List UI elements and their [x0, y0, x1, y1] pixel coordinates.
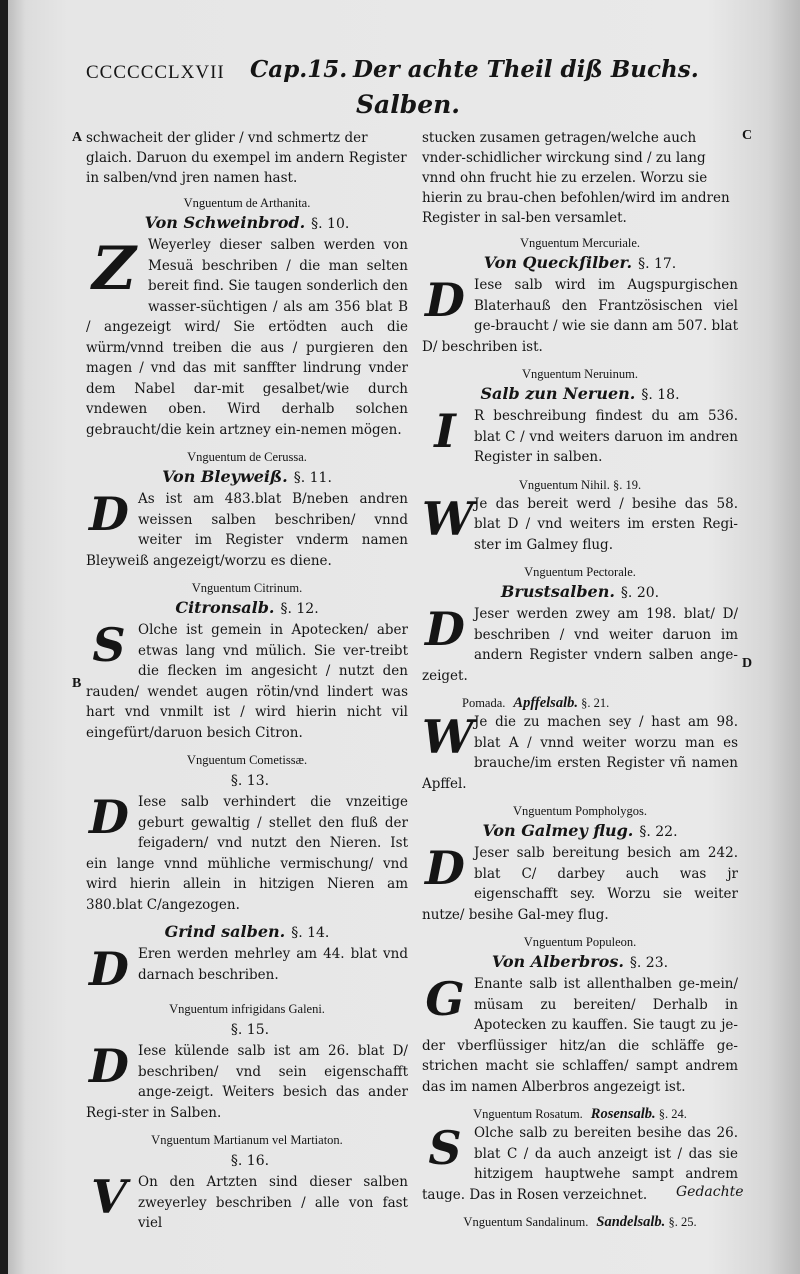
heading-text: Brustsalben.: [500, 582, 615, 601]
initial-letter: D: [425, 602, 465, 656]
entry-13: [86, 749, 408, 915]
entry-heading: [422, 951, 738, 974]
latin-title: Vnguentum Mercuriale.: [519, 236, 641, 250]
paragraph-number: §. 11.: [293, 470, 332, 486]
entry-heading: [86, 212, 408, 235]
paragraph-number: §. 10.: [311, 216, 350, 232]
entry-heading: [422, 383, 738, 406]
initial-letter: D: [89, 942, 129, 992]
entry-21: [422, 692, 738, 794]
initial-letter: S: [92, 618, 126, 672]
heading-text: Rosensalb.: [590, 1106, 656, 1122]
initial-letter: D: [425, 273, 465, 327]
latin-title: Vnguentum Pectorale.: [524, 565, 636, 579]
paragraph-number: §. 20.: [620, 585, 660, 601]
entry-12: [86, 577, 408, 743]
entry-heading: [86, 1149, 408, 1172]
entry-text: Olche ist gemein in Apotecken/ aber etwas lang vnd mülich. Sie ver-treibt die flecken im angesicht / nutzt den rauden/ wendet augen rötin/vnd lindert was hart vnd vnmilt ist / wird hierin nicht vil eingefürt/daruon besich Citron.: [86, 622, 408, 741]
right-column: [422, 128, 738, 1237]
latin-title: [422, 1213, 738, 1231]
initial-letter: D: [425, 841, 465, 895]
initial-letter: S: [428, 1121, 462, 1175]
latin-title: Vnguentum Cometissæ.: [186, 753, 308, 767]
paragraph-number: §. 19.: [612, 477, 642, 492]
initial-letter: D: [89, 487, 129, 541]
right-intro-text: stucken zusamen getragen/welche auch vnder-schidlicher wirckung sind / zu lang vnnd ohn frucht hie zu erzelen. Worzu sie hierin zu brau-chen befohlen/wird im andren Register in sal-ben versamlet.: [422, 130, 730, 226]
latin-title-text: Vnguentum Sandalinum.: [463, 1215, 589, 1229]
entry-text: Enante salb ist allenthalben ge-mein/ müsam zu bereiten/ Derhalb in Apotecken zu kauffen. Sie taugt zu je-der vberflüssiger hitz/an die schläffe ge-strichen macht sie schlaffen/ sampt andrem das im namen Alberbros angezeigt ist.: [422, 976, 738, 1095]
left-intro-text: schwacheit der glider / vnd schmertz der glaich. Daruon du exempel im andern Register in salben/vnd jren namen hast.: [86, 130, 407, 186]
paragraph-number: §. 12.: [280, 601, 319, 617]
entry-text: Jeser salb bereitung besich am 242. blat C/ darbey auch was jr eigenschafft sey. Worzu sie weiter nutze/ besihe Gal-mey flug.: [422, 845, 738, 923]
entry-heading: [86, 1018, 408, 1041]
paragraph-number: §. 18.: [641, 387, 680, 403]
entry-16: [86, 1129, 408, 1234]
paragraph-number: §. 23.: [629, 955, 669, 971]
entry-17: [422, 232, 738, 357]
latin-title: [422, 476, 738, 494]
entry-heading: [422, 581, 738, 604]
entry-text: Iese külende salb ist am 26. blat D/ beschriben/ vnd sein eigenschafft ange-zeigt. Weiters besich das ander Regi-ster in Salben.: [86, 1043, 408, 1121]
entry-23: [422, 931, 738, 1097]
initial-letter: I: [434, 404, 456, 458]
entry-text: Iese salb verhindert die vnzeitige geburt gewaltig / stellet den fluß der feigadern/ vnd nutzt den Nieren. Ist ein lange vnnd mühliche vermischung/ vnd wird hierin allein in hitzigen Nieren am 380.blat C/angezogen.: [86, 794, 408, 913]
entry-11: [86, 446, 408, 571]
latin-title: Vnguentum de Arthanita.: [183, 196, 311, 210]
heading-text: Von Schweinbrod.: [144, 213, 306, 232]
paragraph-number: §. 14.: [291, 925, 330, 941]
margin-letter-a: A: [72, 130, 83, 145]
running-title: Der achte Theil diß Buchs.: [353, 56, 699, 83]
paragraph-number: §. 21.: [581, 696, 610, 710]
initial-letter: W: [422, 710, 474, 764]
initial-letter: D: [89, 1039, 129, 1093]
heading-text: Von Bleyweiß.: [162, 467, 288, 486]
latin-title: Vnguentum Martianum vel Martiaton.: [151, 1133, 343, 1147]
entry-20: [422, 561, 738, 686]
entry-22: [422, 800, 738, 925]
latin-title-text: Pomada.: [462, 696, 506, 710]
chapter-label: Cap.15.: [250, 56, 348, 83]
entry-text: Eren werden mehrley am 44. blat vnd darnach beschriben.: [138, 946, 408, 983]
section-title: Salben.: [355, 90, 461, 119]
folio-number: CCCCCCLXVII: [86, 62, 225, 83]
latin-title: [422, 1105, 738, 1123]
entry-heading: [422, 820, 738, 843]
latin-title: Vnguentum infrigidans Galeni.: [169, 1002, 325, 1016]
latin-title-text: Vnguentum Nihil.: [518, 477, 610, 492]
initial-letter: Z: [92, 234, 136, 304]
initial-letter: D: [89, 790, 129, 844]
latin-title-text: Vnguentum Rosatum.: [473, 1107, 583, 1121]
entry-25: [422, 1211, 738, 1231]
entry-text: As ist am 483.blat B/neben andren weissen salben beschriben/ vnnd weiter im Register vnderm namen Bleyweiß angezeigt/worzu es diene.: [86, 491, 408, 569]
initial-letter: G: [425, 972, 465, 1026]
left-column: [86, 128, 408, 1240]
entry-heading: [86, 597, 408, 620]
entry-19: [422, 474, 738, 556]
entry-10: [86, 192, 408, 440]
latin-title: [422, 694, 738, 712]
latin-title: Vnguentum Pompholygos.: [512, 804, 648, 818]
paragraph-number: §. 25.: [668, 1215, 697, 1229]
heading-text: Von Galmey flug.: [482, 821, 634, 840]
heading-text: Von Alberbros.: [491, 952, 624, 971]
heading-text: Apffelsalb.: [513, 695, 578, 711]
catchword: Gedachte: [676, 1184, 744, 1200]
latin-title: Vnguentum Populeon.: [523, 935, 637, 949]
margin-letter-b: B: [72, 676, 82, 691]
latin-title: Vnguentum Neruinum.: [522, 367, 638, 381]
margin-letter-c: C: [742, 128, 753, 143]
latin-title: Vnguentum Citrinum.: [191, 581, 303, 595]
entry-text: Weyerley dieser salben werden von Mesuä beschriben / die man selten bereit find. Sie taugen sonderlich den wasser-süchtigen / als am 356 blat B / angezeigt wird/ Sie ertödten auch die würm/vnnd treiben die aus / purgieren den magen / vnd das mit sanffter lindrung vnder dem Nabel dar-mit gesalbet/wie durch vndewen oben. Wird derhalb solchen gebraucht/die kein artzney ein-nemen mögen.: [86, 237, 408, 438]
entry-18: [422, 363, 738, 468]
paragraph-number: §. 22.: [639, 824, 678, 840]
entry-heading: [86, 466, 408, 489]
paragraph-number: §. 16.: [230, 1153, 270, 1169]
margin-letter-d: D: [742, 656, 753, 671]
initial-letter: V: [91, 1170, 127, 1224]
heading-text: Sandelsalb.: [596, 1214, 666, 1230]
paragraph-number: §. 13.: [230, 773, 270, 789]
heading-text: Von Queckſilber.: [483, 253, 633, 272]
initial-letter: W: [422, 491, 474, 546]
entry-text: Je die zu machen sey / hast am 98. blat A / vnnd weiter worzu man es brauche/im ersten Register vñ namen Apffel.: [422, 714, 738, 792]
entry-15: [86, 998, 408, 1123]
book-page: [8, 0, 800, 1274]
entry-heading: [86, 921, 408, 944]
latin-title: Vnguentum de Cerussa.: [187, 450, 307, 464]
entry-heading: [422, 252, 738, 275]
entry-text: Iese salb wird im Augspurgischen Blaterhauß den Frantzösischen viel ge-braucht / wie sie dann am 507. blat D/ beschriben ist.: [422, 277, 738, 355]
heading-text: Salb zun Neruen.: [480, 384, 636, 403]
paragraph-number: §. 15.: [230, 1022, 270, 1038]
entry-text: On den Artzten sind dieser salben zweyerley beschriben / alle von fast viel: [138, 1174, 408, 1231]
heading-text: Grind salben.: [164, 922, 286, 941]
entry-text: Je das bereit werd / besihe das 58. blat D / vnd weiters im ersten Regi-ster im Galmey flug.: [474, 495, 738, 553]
paragraph-number: §. 17.: [638, 256, 677, 272]
entry-14: [86, 921, 408, 992]
heading-text: Citronsalb.: [175, 598, 275, 617]
entry-text: Jeser werden zwey am 198. blat/ D/ beschriben / vnd weiter daruon im andern Register vndern salben ange-zeiget.: [422, 606, 738, 684]
entry-text: R beschreibung findest du am 536. blat C / vnd weiters daruon im andren Register in salben.: [474, 408, 738, 465]
paragraph-number: §. 24.: [658, 1107, 687, 1121]
entry-text: Olche salb zu bereiten besihe das 26. blat C / da auch anzeigt ist / das sie hitzigem hauptwehe sampt andrem tauge. Das in Rosen verzeichnet.: [422, 1125, 738, 1203]
entry-heading: [86, 769, 408, 792]
